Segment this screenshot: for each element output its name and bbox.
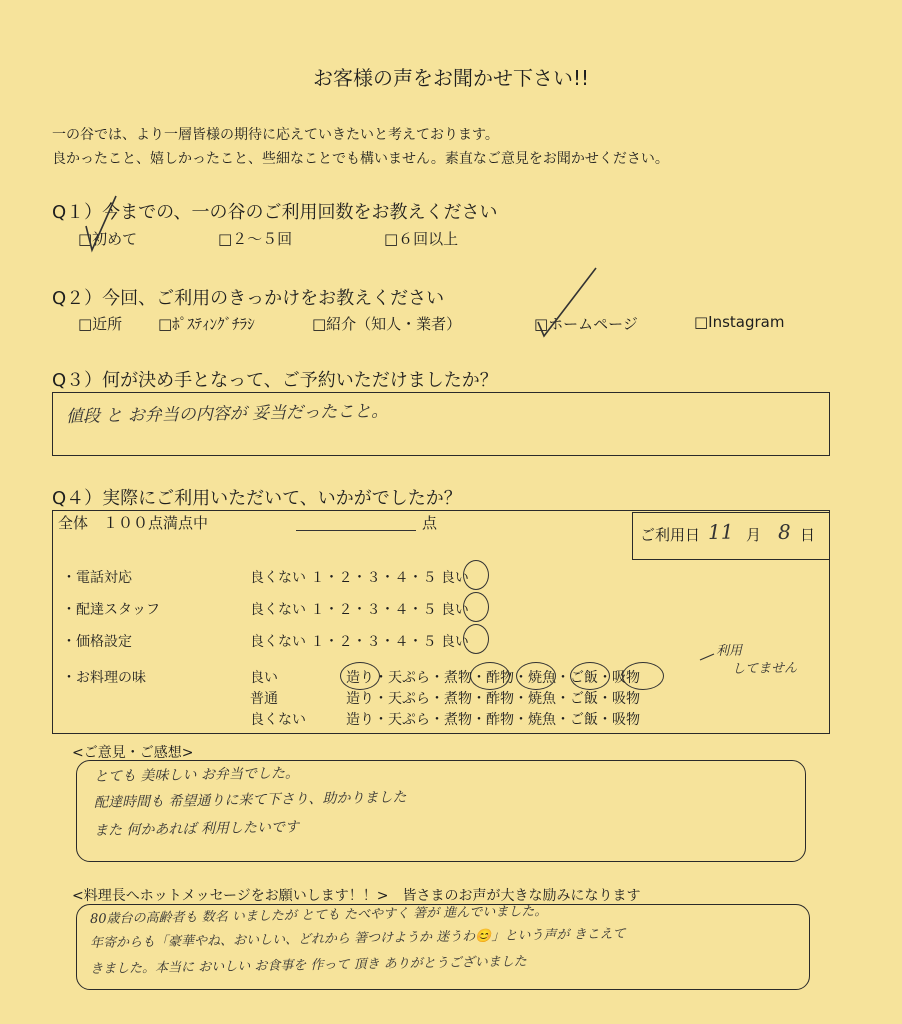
taste-foods-bad[interactable]: 造り・天ぷら・煮物・酢物・焼魚・ご飯・吸物 [346, 712, 640, 728]
q3-label: Q３）何が決め手となって、ご予約いただけましたか？ [52, 370, 498, 391]
q1-option-6plus[interactable]: □６回以上 [384, 230, 459, 248]
score-label: 全体 １００点満点中 [58, 514, 209, 532]
q2-option-instagram[interactable]: □Instagram [694, 313, 785, 331]
rating-label-delivery: ・配達スタッフ [62, 602, 160, 618]
chef-line-1: 80歳台の高齢者も 数名 いましたが とても たべやすく 箸が 進んでいました。 [89, 904, 548, 927]
q2-option-referral[interactable]: □紹介（知人・業者） [312, 315, 462, 333]
taste-grade-average: 普通 [250, 691, 278, 707]
date-day-unit: 日 [800, 526, 816, 544]
q2-option-neighborhood[interactable]: □近所 [78, 315, 123, 333]
intro-line-2: 良かったこと、嬉しかったこと、些細なことでも構いません。素直なご意見をお聞かせください。 [52, 151, 669, 167]
taste-note-pointer [700, 654, 714, 660]
chef-label: <料理長へホットメッセージをお願いします！！> 皆さまのお声が大きな励みになります [72, 888, 641, 904]
q4-label: Q４）実際にご利用いただいて、いかがでしたか？ [52, 488, 462, 509]
taste-foods-average[interactable]: 造り・天ぷら・煮物・酢物・焼魚・ご飯・吸物 [346, 691, 640, 707]
opinion-label: <ご意見・ご感想> [72, 745, 194, 761]
taste-grade-bad: 良くない [250, 712, 306, 728]
rating-label-phone: ・電話対応 [62, 570, 132, 586]
date-day[interactable]: 8 [777, 519, 791, 544]
q2-label: Q２）今回、ご利用のきっかけをお教えください [52, 288, 445, 309]
rating-scale-delivery[interactable]: 良くない １・２・３・４・５ 良い [250, 602, 469, 618]
q3-answer-text: 値段 と お弁当の内容が 妥当だったこと。 [65, 401, 389, 427]
q2-check-mark [538, 268, 596, 336]
taste-note-used: 利用 [715, 643, 743, 659]
q2-option-homepage[interactable]: □ホームページ [534, 315, 638, 333]
taste-foods-good[interactable]: 造り・天ぷら・煮物・酢物・焼魚・ご飯・吸物 [346, 670, 640, 686]
opinion-line-2: 配達時間も 希望通りに来て下さり、助かりました [93, 789, 407, 811]
q2-option-flyer[interactable]: □ﾎﾟｽﾃｨﾝｸﾞﾁﾗｼ [158, 315, 255, 333]
q1-option-first[interactable]: □初めて [78, 230, 138, 248]
intro-line-1: 一の谷では、より一層皆様の期待に応えていきたいと考えております。 [52, 127, 499, 143]
score-unit: 点 [422, 514, 438, 532]
chef-line-2: 年寄からも「豪華やね、おいしい、どれから 箸つけようか 迷うわ😊」という声が きこえて [89, 926, 626, 951]
q1-check-mark [86, 196, 116, 250]
rating-label-price: ・価格設定 [62, 634, 132, 650]
opinion-line-1: とても 美味しい お弁当でした。 [93, 765, 300, 785]
taste-grade-good: 良い [250, 670, 278, 686]
form-title: お客様の声をお聞かせ下さい!! [312, 66, 590, 90]
rating-scale-phone[interactable]: 良くない １・２・３・４・５ 良い [250, 570, 469, 586]
opinion-line-3: また 何かあれば 利用したいです [93, 819, 300, 839]
rating-scale-price[interactable]: 良くない １・２・３・４・５ 良い [250, 634, 469, 650]
taste-label: ・お料理の味 [62, 670, 146, 686]
date-month-unit: 月 [746, 526, 762, 544]
date-label: ご利用日 [640, 526, 701, 544]
taste-note-not: してません [731, 660, 798, 677]
date-month[interactable]: 11 [707, 519, 734, 544]
q1-option-2-5[interactable]: □２～５回 [218, 230, 293, 248]
q1-label: Q１）今までの、一の谷のご利用回数をお教えください [52, 202, 498, 223]
chef-line-3: きました。本当に おいしい お食事を 作って 頂き ありがとうございました [89, 954, 527, 977]
